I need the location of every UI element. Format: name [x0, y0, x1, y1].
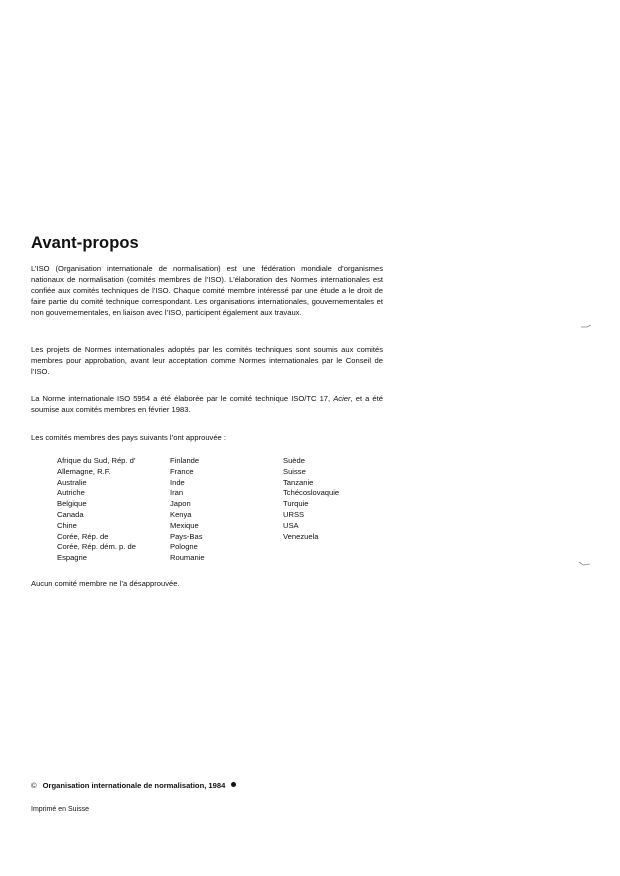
- paragraph-approval-intro: Les comités membres des pays suivants l’ont approuvée :: [31, 433, 227, 442]
- country-list-item: Mexique: [170, 520, 199, 530]
- country-list-item: Tchécoslovaquie: [283, 488, 340, 498]
- country-list-column-3: [283, 456, 339, 542]
- country-list-item: Pays-Bas: [170, 531, 203, 541]
- country-list-item: Allemagne, R.F.: [57, 466, 111, 476]
- country-list-item: Suisse: [283, 466, 306, 476]
- country-list-item: Espagne: [57, 553, 87, 563]
- copyright-symbol: ©: [31, 781, 37, 790]
- country-list-item: Corée, Rép. dém. p. de: [57, 542, 136, 552]
- page-title: Avant-propos: [31, 234, 139, 252]
- country-list-item: Inde: [170, 477, 185, 487]
- paragraph-disapproval: Aucun comité membre ne l’a désapprouvée.: [31, 579, 180, 588]
- country-list-item: Roumanie: [170, 553, 205, 563]
- copyright-text: Organisation internationale de normalisation, 1984: [42, 781, 226, 790]
- country-list-item: USA: [283, 520, 299, 530]
- paragraph-iso-intro: L’ISO (Organisation internationale de normalisation) est une fédération mondiale d’organismes nationaux de normalisation (comités membres de l’ISO). L’élaboration des Normes internationales est confiée aux comités techniques de l’ISO. Chaque comité membre intéressé par une étude a le droit de faire partie du comité technique correspondant. Les organisations internationales, gouvernementales et non gouvernementales, en liaison avec l’ISO, participent également aux travaux.: [31, 264, 383, 317]
- country-list-item: URSS: [283, 509, 305, 519]
- committee-name: Acier: [333, 394, 351, 403]
- country-list-item: Turquie: [283, 499, 309, 509]
- country-list-item: Canada: [57, 509, 84, 519]
- country-list-item: Pologne: [170, 542, 198, 552]
- country-list-item: Iran: [170, 488, 184, 498]
- country-list-item: Corée, Rép. de: [57, 531, 109, 541]
- standard-origin-text-1: La Norme internationale ISO 5954 a été élaborée par le comité technique ISO/TC 17,: [31, 394, 331, 403]
- standard-origin-text-2: , et a été soumise aux comités membres en février 1983.: [31, 394, 383, 414]
- country-list-item: Belgique: [57, 499, 87, 509]
- country-list-item: Australie: [57, 477, 87, 487]
- country-list-item: Autriche: [57, 488, 85, 498]
- paragraph-draft-standards: Les projets de Normes internationales adoptés par les comités techniques sont soumis aux comités membres pour approbation, avant leur acceptation comme Normes internationales par le Conseil de l’ISO.: [31, 345, 383, 376]
- country-list-item: Suède: [283, 456, 305, 465]
- country-list-item: Japon: [170, 499, 191, 509]
- country-list-column-1: [57, 456, 136, 564]
- country-list-item: Venezuela: [283, 531, 319, 541]
- scan-speck-mark: [578, 561, 592, 567]
- country-list-item: Tanzanie: [283, 477, 314, 487]
- bullet-dot-icon: [231, 782, 236, 787]
- printed-in: Imprimé en Suisse: [31, 806, 89, 813]
- country-list-item: Chine: [57, 520, 77, 530]
- country-list-item: France: [170, 466, 194, 476]
- country-list-item: Finlande: [170, 456, 200, 465]
- scan-speck-mark: [580, 323, 594, 329]
- paragraph-standard-origin: [31, 394, 383, 416]
- country-list-item: Afrique du Sud, Rép. d’: [57, 456, 136, 465]
- country-list-item: Kenya: [170, 509, 192, 519]
- country-list-column-2: [170, 456, 205, 564]
- copyright-footer: [31, 781, 236, 790]
